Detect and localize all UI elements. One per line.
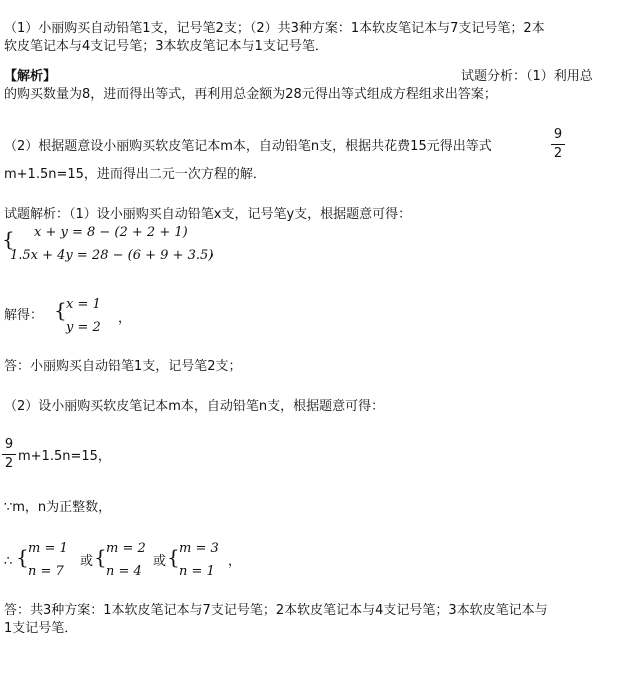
answer-line-1: （1）小丽购买自动铅笔1支，记号笔2支；（2）共3种方案：1本软皮笔记本与7支记号笔；2本	[4, 21, 545, 36]
solution-x: x = 1	[66, 297, 101, 312]
fraction-bar	[2, 454, 16, 455]
or-label-2: 或	[153, 554, 167, 569]
option-3-m: m = 3	[179, 541, 219, 556]
fraction-numerator: 9	[553, 127, 563, 142]
options-comma: ，	[228, 554, 242, 569]
analysis-part2-start: （2）根据题意设小丽购买软皮笔记本m本，自动铅笔n支，根据共花费15元得出等式	[4, 139, 492, 154]
option-3-n: n = 1	[179, 564, 215, 579]
therefore-symbol: ∴	[4, 554, 13, 569]
solution-brace: {	[54, 298, 67, 322]
fraction-denominator: 2	[553, 146, 563, 161]
analysis-tag: 【解析】	[4, 69, 57, 84]
part2-equation: m+1.5n=15，	[18, 449, 111, 464]
fraction-denominator: 2	[4, 456, 14, 471]
option-2-n: n = 4	[106, 564, 142, 579]
equation-2: 1.5x + 4y = 28 − (6 + 9 + 3.5)	[10, 248, 214, 263]
equation-1: x + y = 8 − (2 + 2 + 1)	[34, 225, 188, 240]
part2-intro: （2）设小丽购买软皮笔记本m本，自动铅笔n支，根据题意可得：	[4, 399, 385, 414]
option-1-brace: {	[16, 545, 29, 569]
analysis-fraction	[551, 127, 565, 162]
answer-part-1: 答：小丽购买自动铅笔1支，记号笔2支；	[4, 359, 242, 374]
equation-fraction	[2, 437, 16, 472]
answer-line-2: 软皮笔记本与4支记号笔；3本软皮笔记本与1支记号笔．	[4, 39, 328, 54]
fraction-numerator: 9	[4, 437, 14, 452]
or-label-1: 或	[80, 554, 94, 569]
analysis-line-2: 的购买数量为8，进而得出等式，再利用总金额为28元得出等式组成方程组求出答案；	[4, 87, 497, 102]
analysis-part2-line-2: m+1.5n=15，进而得出二元一次方程的解．	[4, 167, 266, 182]
fraction-bar	[551, 144, 565, 145]
solution-intro: 试题解析：（1）设小丽购买自动铅笔x支，记号笔y支，根据题意可得：	[4, 207, 412, 222]
option-2-brace: {	[94, 545, 107, 569]
system-brace: {	[2, 227, 15, 251]
option-3-brace: {	[167, 545, 180, 569]
option-2-m: m = 2	[106, 541, 146, 556]
option-1-m: m = 1	[28, 541, 68, 556]
integer-condition: ∵m，n为正整数，	[4, 500, 112, 515]
solution-comma: ，	[118, 311, 132, 326]
solution-y: y = 2	[66, 320, 101, 335]
option-1-n: n = 7	[28, 564, 64, 579]
analysis-heading: 试题分析：（1）利用总	[461, 69, 593, 84]
solve-label: 解得：	[4, 308, 44, 323]
final-answer-line-1: 答：共3种方案：1本软皮笔记本与7支记号笔；2本软皮笔记本与4支记号笔；3本软皮笔记本与	[4, 603, 548, 618]
equation-comma: ，	[210, 244, 224, 259]
final-answer-line-2: 1支记号笔．	[4, 621, 78, 636]
